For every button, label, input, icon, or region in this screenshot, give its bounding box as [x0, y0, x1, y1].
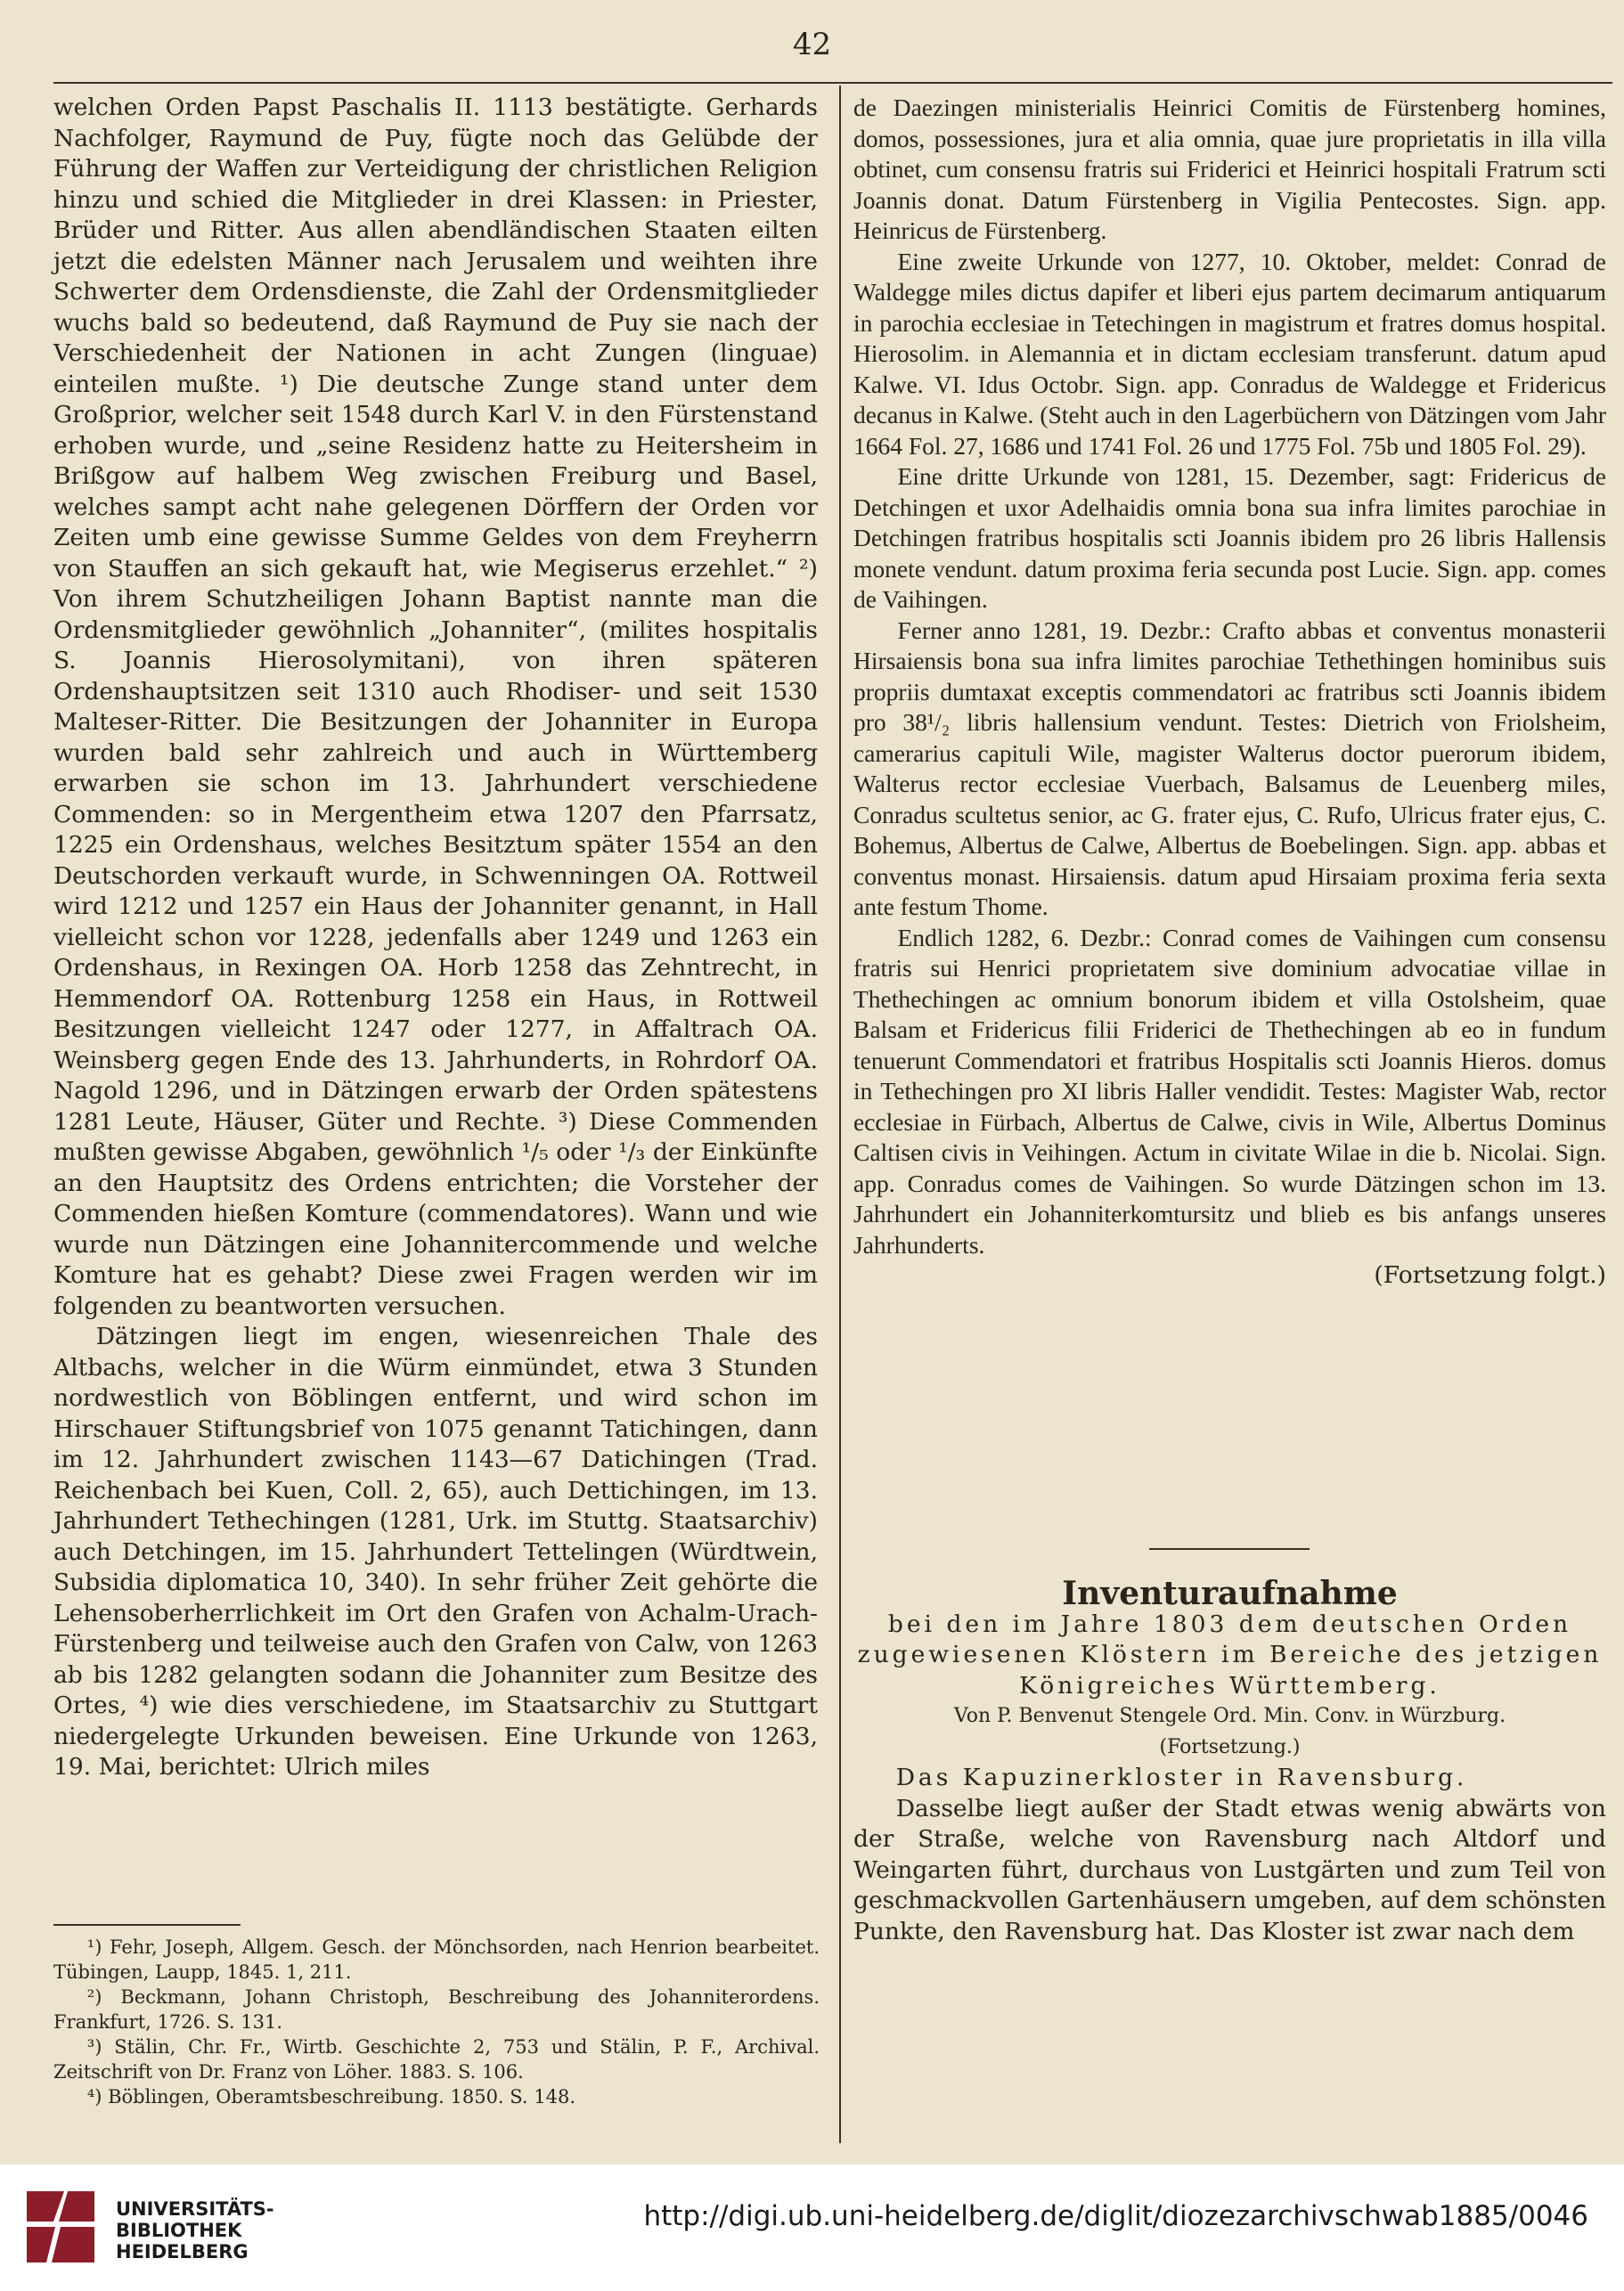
- library-name-line-2: BIBLIOTHEK: [116, 2220, 242, 2241]
- section-rule: [1149, 1548, 1310, 1550]
- source-url-link[interactable]: http://digi.ub.uni-heidelberg.de/diglit/diozezarchivschwab1885/0046: [643, 2200, 1588, 2232]
- library-name-line-3: HEIDELBERG: [116, 2241, 249, 2262]
- section-subtitle-2: Königreiches Württemberg.: [1019, 1671, 1440, 1700]
- footnote-4: ⁴) Böblingen, Oberamtsbeschreibung. 1850. S. 148.: [86, 2086, 576, 2108]
- right-paragraph-1: de Daezingen ministerialis Heinrici Comitis de Fürstenberg homines, domos, possessiones, jura et alia omnia, quae jure proprietatis in illa villa obtinet, cum consensu fratris sui Friderici et Heinrici hospitali Fratrum scti Joannis donat. Datum Fürstenberg in Vigilia Pentecostes. Sign. app. Heinricus de Fürstenberg.: [853, 94, 1606, 244]
- left-paragraph-2: Dätzingen liegt im engen, wiesenreichen Thale des Altbachs, welcher in die Würm einmündet, etwa 3 Stunden nordwestlich von Böblingen entfernt, und wird schon im Hirschauer Stiftungsbrief von 1075 genannt Tatichingen, dann im 12. Jahrhundert zwischen 1143—67 Datichingen (Trad. Reichenbach bei Kuen, Coll. 2, 65), auch Dettichingen, im 13. Jahrhundert Tethechingen (1281, Urk. im Stuttg. Staatsarchiv) auch Detchingen, im 15. Jahrhundert Tettelingen (Würdtwein, Subsidia diplomatica 10, 340). In sehr früher Zeit gehörte die Lehensoberherrlichkeit im Ort den Grafen von Achalm-Urach-Fürstenberg und teilweise auch den Grafen von Calw, von 1263 ab bis 1282 gelangten sodann die Johanniter zum Besitze des Ortes, ⁴) wie dies verschiedene, im Staatsarchiv zu Stuttgart niedergelegte Urkunden beweisen. Eine Urkunde von 1263, 19. Mai, berichtet: Ulrich miles: [53, 1323, 818, 1781]
- inventory-section: [853, 1575, 1606, 1947]
- footnote-rule: [53, 1924, 241, 1926]
- section-subtitle-1: bei den im Jahre 1803 dem deutschen Orden zugewiesenen Klöstern im Bereiche des jetzigen: [857, 1610, 1603, 1668]
- left-paragraph-1: welchen Orden Papst Paschalis II. 1113 bestätigte. Gerhards Nachfolger, Raymund de Puy, fügte noch das Gelübde der Führung der Waffen zur Verteidigung der christlichen Religion hinzu und schied die Mitglieder in drei Klassen: in Priester, Brüder und Ritter. Aus allen abendländischen Staaten eilten jetzt die edelsten Männer nach Jerusalem und weihten ihre Schwerter dem Ordensdienste, die Zahl der Ordensmitglieder wuchs bald so bedeutend, daß Raymund de Puy sie nach der Verschiedenheit der Nationen in acht Zungen (linguae) einteilen mußte. ¹) Die deutsche Zunge stand unter dem Großprior, welcher seit 1548 durch Karl V. in den Fürstenstand erhoben wurde, und „seine Residenz hatte zu Heitersheim in Brißgow auf halbem Weg zwischen Freiburg und Basel, welches sampt acht nahe gelegenen Dörffern der Orden vor Zeiten umb eine gewisse Summe Geldes von dem Freyherrn von Stauffen an sich gekauft hat, wie Megiserus erzehlet.“ ²) Von ihrem Schutzheiligen Johann Baptist nannte man die Ordensmitglieder gewöhnlich „Johanniter“, (milites hospitalis S. Joannis Hierosolymitani), von ihren späteren Ordenshauptsitzen seit 1310 auch Rhodiser- und seit 1530 Malteser-Ritter. Die Besitzungen der Johanniter in Europa wurden bald sehr zahlreich und auch in Württemberg erwarben sie schon im 13. Jahrhundert verschiedene Commenden: so in Mergentheim etwa 1207 den Pfarrsatz, 1225 ein Ordenshaus, welches Besitztum später 1554 an den Deutschorden verkauft wurde, in Schwenningen OA. Rottweil wird 1212 und 1257 ein Haus der Johanniter genannt, in Hall vielleicht schon vor 1228, jedenfalls aber 1249 und 1263 ein Ordenshaus, in Rexingen OA. Horb 1258 das Zehntrecht, in Hemmendorf OA. Rottenburg 1258 ein Haus, in Rottweil Besitzungen vielleicht 1247 oder 1277, in Affaltrach OA. Weinsberg gegen Ende des 13. Jahrhunderts, in Rohrdorf OA. Nagold 1296, und in Dätzingen erwarb der Orden spätestens 1281 Leute, Häuser, Güter und Rechte. ³) Diese Commenden mußten gewisse Abgaben, gewöhnlich ¹/₅ oder ¹/₃ der Einkünfte an den Hauptsitz des Ordens entrichten; die Vorsteher der Commenden hießen Komture (commendatores). Wann und wie wurde nun Dätzingen eine Johannitercommende und welche Komture hat es gehabt? Diese zwei Fragen werden wir im folgenden zu beantworten versuchen.: [53, 94, 818, 1320]
- university-library-logo-icon: [20, 2186, 100, 2268]
- page-number: 42: [792, 27, 832, 62]
- library-name: [116, 2198, 274, 2262]
- footnote-1: ¹) Fehr, Joseph, Allgem. Gesch. der Mönchsorden, nach Henrion bearbeitet. Tübingen, Laupp, 1845. 1, 211.: [53, 1936, 820, 1983]
- right-paragraph-2: Eine zweite Urkunde von 1277, 10. Oktober, meldet: Conrad de Waldegge miles dictus dapifer et liberi ejus partem decimarum antiquarum in parochia ecclesiae in Tetechingen in magistrum et fratres domus hospital. Hierosolim. in Alemannia et in dictam ecclesiam transferunt. datum apud Kalwe. VI. Idus Octobr. Sign. app. Conradus de Waldegge et Fridericus decanus in Kalwe. (Steht auch in den Lagerbüchern von Dätzingen vom Jahr 1664 Fol. 27, 1686 und 1741 Fol. 26 und 1775 Fol. 75b und 1805 Fol. 29).: [853, 247, 1606, 460]
- column-divider: [839, 86, 841, 2143]
- continued-note: (Fortsetzung folgt.): [1374, 1261, 1606, 1289]
- left-column: [53, 93, 818, 1783]
- library-name-line-1: UNIVERSITÄTS-: [116, 2198, 274, 2220]
- section-body: Dasselbe liegt außer der Stadt etwas wenig abwärts von der Straße, welche von Ravensburg nach Altdorf und Weingarten führt, durchaus von Lustgärten und zum Teil von geschmackvollen Gartenhäusern umgeben, auf dem schönsten Punkte, den Ravensburg hat. Das Kloster ist zwar nach dem: [853, 1794, 1606, 1945]
- right-paragraph-3: Eine dritte Urkunde von 1281, 15. Dezember, sagt: Fridericus de Detchingen et uxor Adelhaidis omnia bona sua infra limites parochiae in Detchingen fratribus hospitalis scti Joannis ibidem pro 26 libris Hallensis monete vendunt. datum proxima feria secunda post Lucie. Sign. app. comes de Vaihingen.: [853, 462, 1606, 613]
- header-rule: [53, 82, 1612, 84]
- right-column: [853, 93, 1606, 1292]
- section-author: Von P. Benvenut Stengele Ord. Min. Conv. in Würzburg.: [953, 1705, 1506, 1727]
- footnote-2: ²) Beckmann, Johann Christoph, Beschreibung des Johanniterordens. Frankfurt, 1726. S. 131.: [53, 1986, 820, 2033]
- section-title: Inventuraufnahme: [1062, 1575, 1398, 1612]
- right-paragraph-4: Ferner anno 1281, 19. Dezbr.: Crafto abbas et conventus monasterii Hirsaiensis bona sua infra limites parochiae Tethethingen hominibus suis propriis dumtaxat exceptis commendatori ac fratribus scti Joannis ibidem pro 38¹/₂ libris hallensium vendunt. Testes: Dietrich von Friolsheim, camerarius capituli Wile, magister Walterus doctor puerorum ibidem, Walterus rector ecclesiae Vuerbach, Balsamus de Leuenberg miles, Conradus scultetus senior, ac G. frater ejus, C. Rufo, Ulricus frater ejus, C. Bohemus, Albertus de Calwe, Albertus de Boebelingen. Sign. app. abbas et conventus monast. Hirsaiensis. datum apud Hirsaiam proxima feria sexta ante festum Thome.: [853, 616, 1606, 920]
- section-heading: Das Kapuzinerkloster in Ravensburg.: [895, 1764, 1468, 1791]
- footnotes: [53, 1935, 820, 2109]
- footer-bar: [0, 2165, 1624, 2291]
- footnote-3: ³) Stälin, Chr. Fr., Wirtb. Geschichte 2, 753 und Stälin, P. F., Archival. Zeitschrift von Dr. Franz von Löher. 1883. S. 106.: [53, 2036, 820, 2083]
- section-continuation: (Fortsetzung.): [1159, 1735, 1301, 1758]
- right-paragraph-5: Endlich 1282, 6. Dezbr.: Conrad comes de Vaihingen cum consensu fratris sui Henrici proprietatem sive dominium advocatiae villae in Thethechingen ac omnium bonorum ibidem et villa Ostolsheim, quae Balsam et Fridericus filii Friderici de Thethechingen ab eo in fundum tenuerunt Commendatori et fratribus Hospitalis scti Joannis Hieros. domus in Tethechingen pro XI libris Haller vendidit. Testes: Magister Wab, rector ecclesiae in Fürbach, Albertus de Calwe, civis in Wile, Albertus Dominus Caltisen civis in Veihingen. Actum in civitate Wilae in die b. Nicolai. Sign. app. Conradus comes de Vaihingen. So wurde Dätzingen schon im 13. Jahrhundert ein Johanniterkomtursitz und blieb es bis anfangs unseres Jahrhunderts.: [853, 923, 1606, 1259]
